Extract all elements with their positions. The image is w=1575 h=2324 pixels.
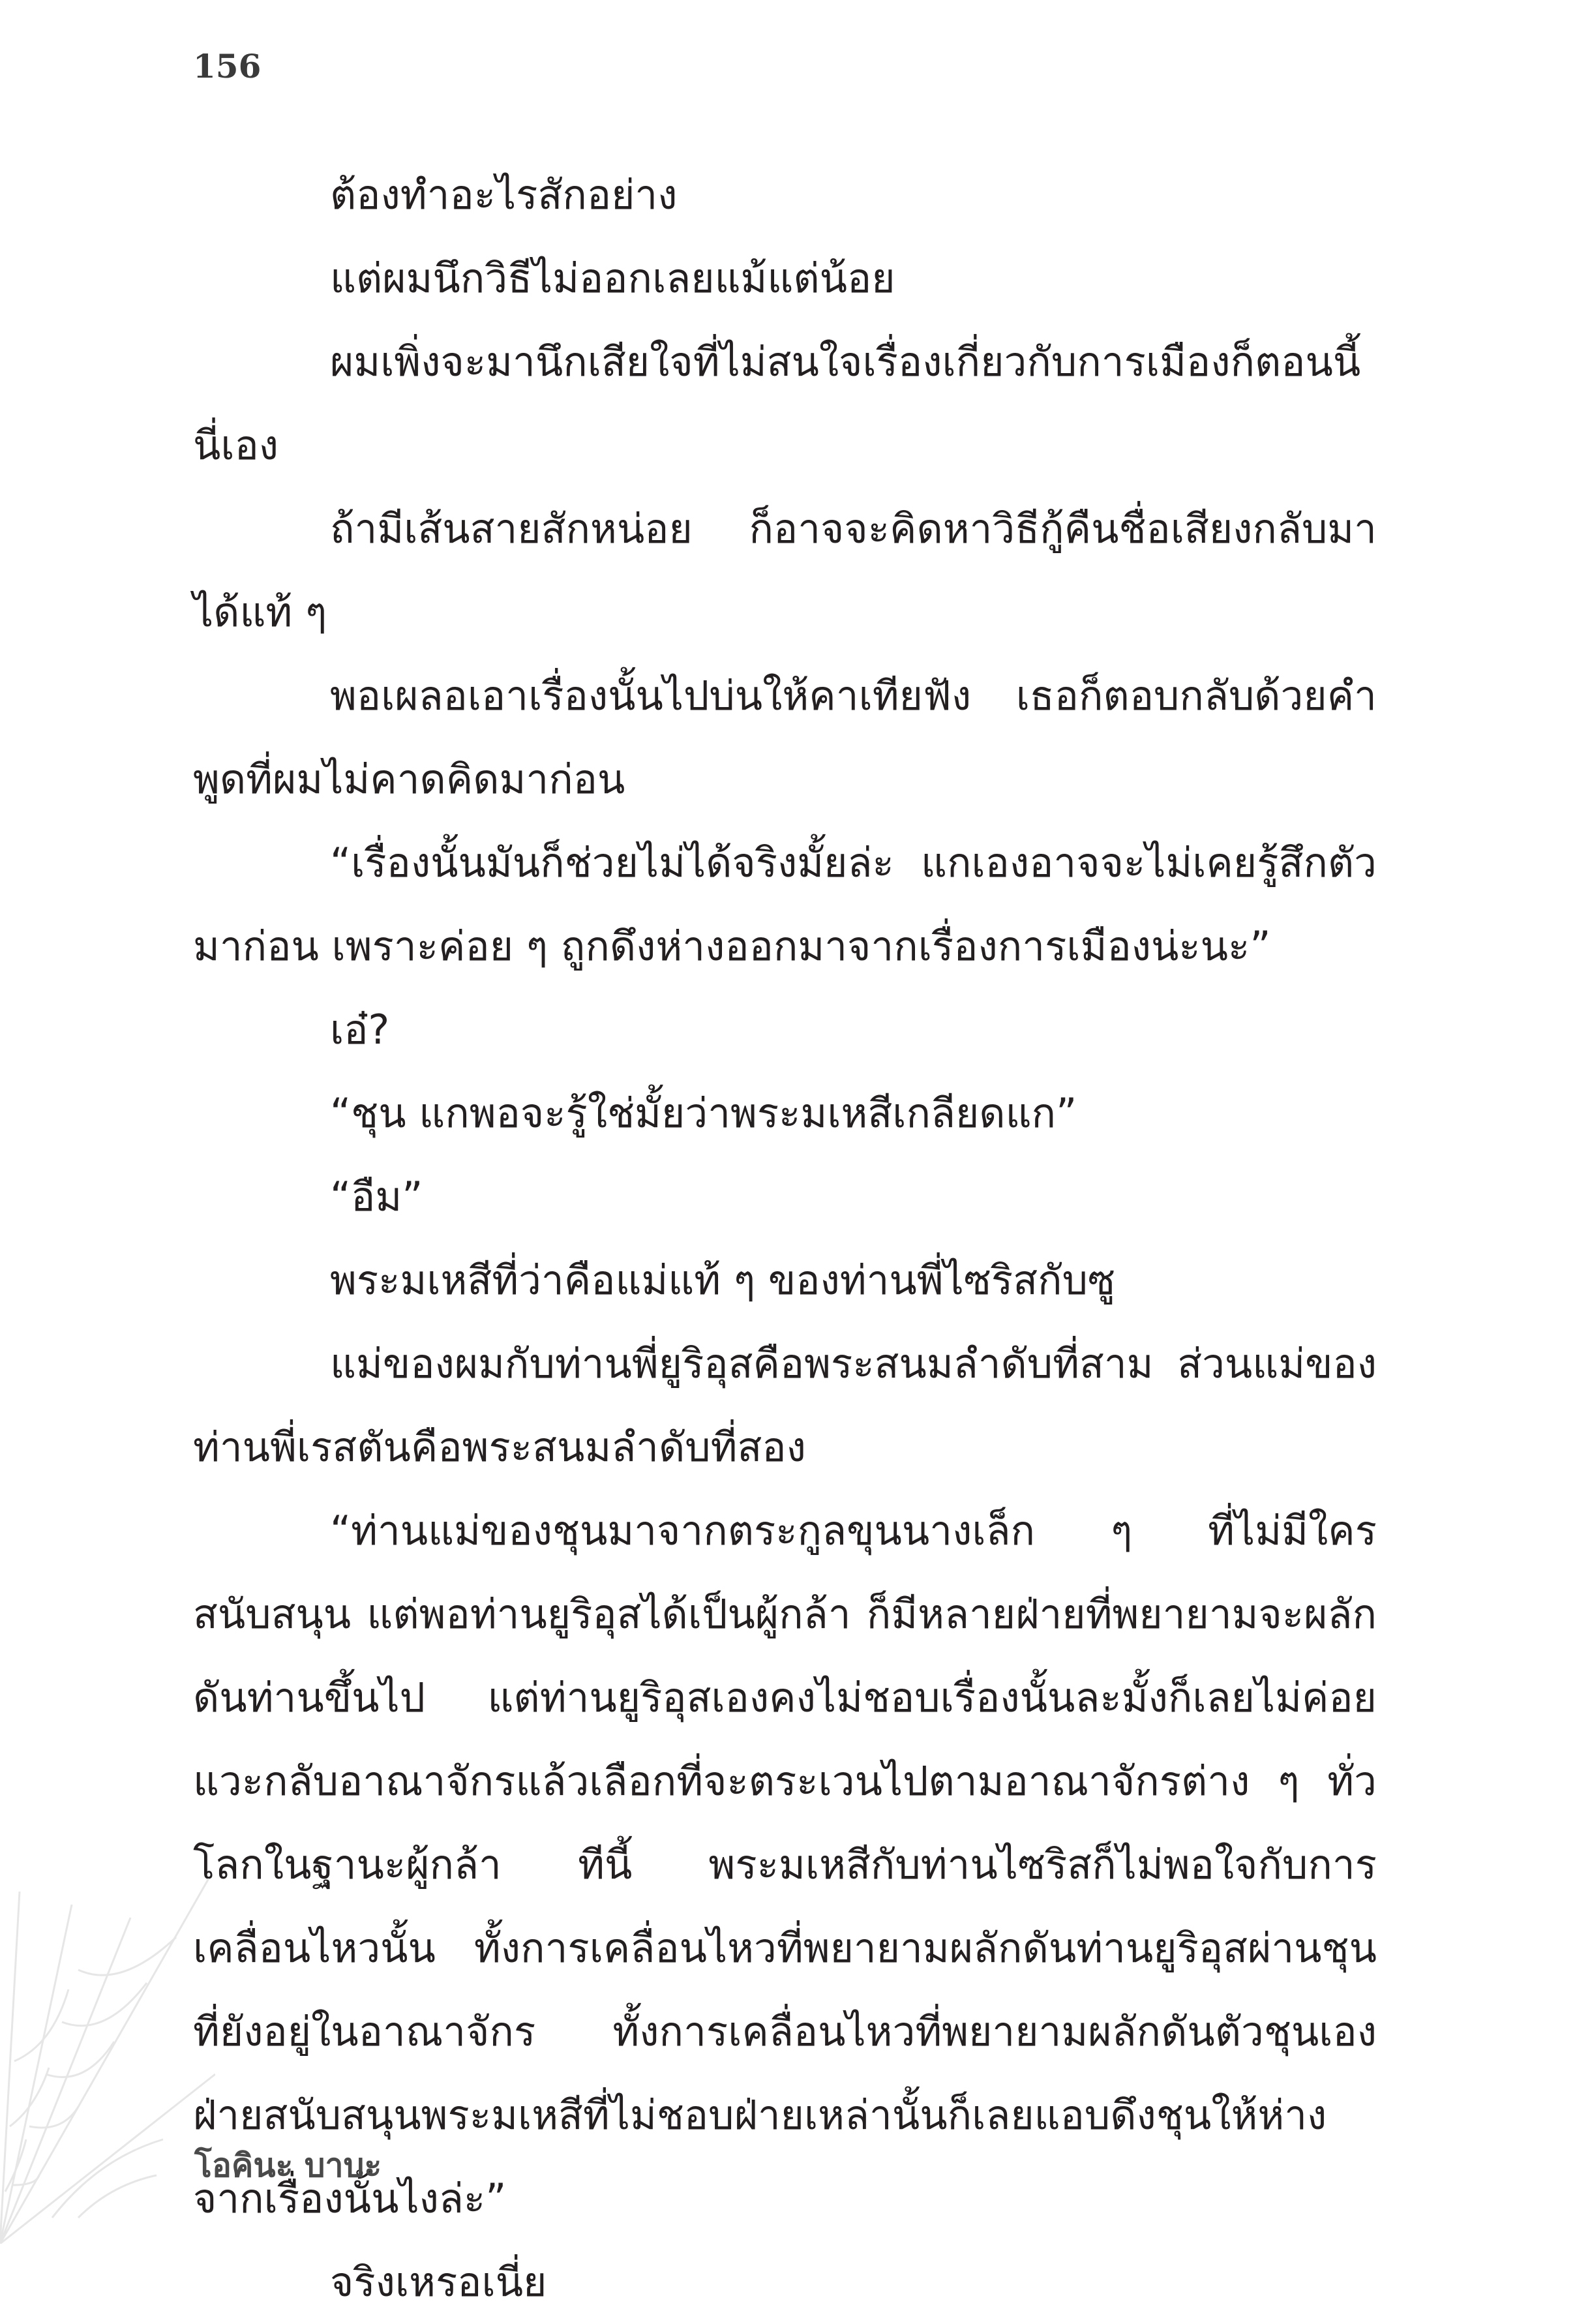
footer-author-name: โอคินะ บาบะ: [194, 2147, 382, 2184]
paragraph: ผมเพิ่งจะมานึกเสียใจที่ไม่สนใจเรื่องเกี่ยวกับการเมืองก็ตอนนี้นี่เอง: [193, 338, 1361, 469]
spider-web-icon: [0, 1879, 215, 2244]
paragraph: แต่ผมนึกวิธีไม่ออกเลยแม้แต่น้อย: [330, 254, 895, 302]
paragraph: พระมเหสีที่ว่าคือแม่แท้ ๆ ของท่านพี่ไซริสกับซู: [330, 1256, 1116, 1304]
paragraph: แม่ของผมกับท่านพี่ยูริอุสคือพระสนมลำดับที่สาม ส่วนแม่ของท่านพี่เรสตันคือพระสนมลำดับที่สอง: [193, 1340, 1377, 1471]
paragraph: “ท่านแม่ของชุนมาจากตระกูลขุนนางเล็ก ๆ ที่ไม่มีใครสนับสนุน แต่พอท่านยูริอุสได้เป็นผู้กล้า ก็มีหลายฝ่ายที่พยายามจะผลักดันท่านขึ้นไป แต่ท่านยูริอุสเองคงไม่ชอบเรื่องนั้นละมั้งก็เลยไม่ค่อยแวะกลับอาณาจักรแล้วเลือกที่จะตระเวนไปตามอาณาจักรต่าง ๆ ทั่วโลกในฐานะผู้กล้า ทีนี้ พระมเหสีกับท่านไซริสก็ไม่พอใจกับการเคลื่อนไหวนั้น ทั้งการเคลื่อนไหวที่พยายามผลักดันท่านยูริอุสผ่านชุนที่ยังอยู่ในอาณาจักร ทั้งการเคลื่อนไหวที่พยายามผลักดันตัวชุนเอง ฝ่ายสนับสนุนพระมเหสีที่ไม่ชอบฝ่ายเหล่านั้นก็เลยแอบดึงชุนให้ห่างจากเรื่องนั้นไงล่ะ”: [193, 1507, 1377, 2222]
paragraph: เอ๋?: [330, 1006, 390, 1053]
paragraph: ถ้ามีเส้นสายสักหน่อย ก็อาจจะคิดหาวิธีกู้คืนชื่อเสียงกลับมาได้แท้ ๆ: [193, 505, 1377, 636]
paragraph: พอเผลอเอาเรื่องนั้นไปบ่นให้คาเทียฟัง เธอก็ตอบกลับด้วยคำพูดที่ผมไม่คาดคิดมาก่อน: [193, 672, 1377, 803]
paragraph: “เรื่องนั้นมันก็ช่วยไม่ได้จริงมั้ยล่ะ แกเองอาจจะไม่เคยรู้สึกตัวมาก่อน เพราะค่อย ๆ ถูกดึงห่างออกมาจากเรื่องการเมืองน่ะนะ”: [193, 839, 1377, 970]
paragraph: “อืม”: [330, 1173, 423, 1220]
page-number: 156: [193, 47, 262, 85]
paragraph: “ชุน แกพอจะรู้ใช่มั้ยว่าพระมเหสีเกลียดแก”: [330, 1089, 1077, 1137]
paragraph: จริงเหรอเนี่ย: [330, 2258, 547, 2306]
paragraph: ต้องทำอะไรสักอย่าง: [330, 171, 678, 219]
body-text: [193, 153, 1377, 2324]
